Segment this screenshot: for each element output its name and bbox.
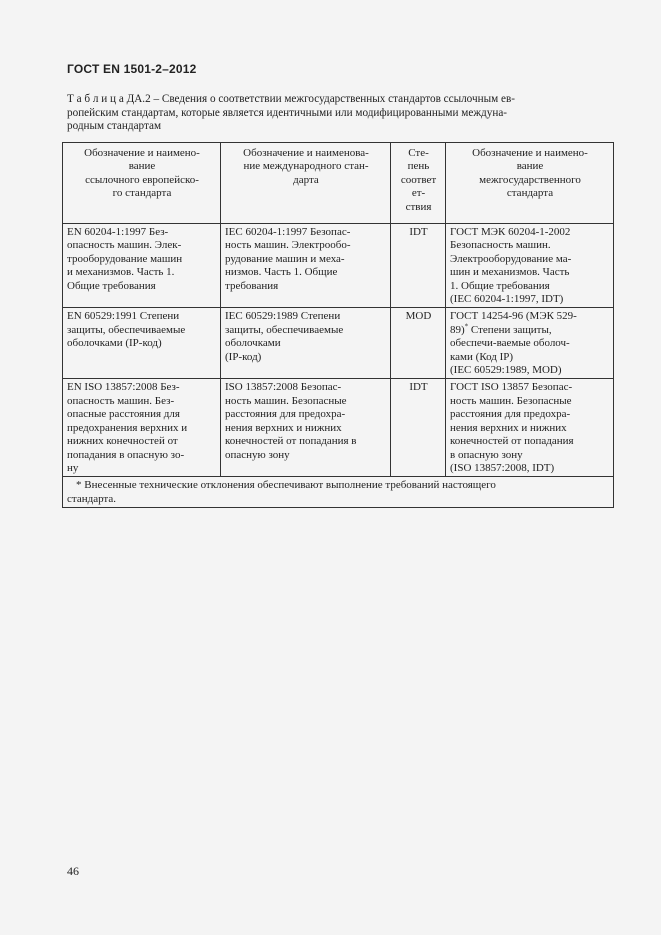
header-interstate-standard: Обозначение и наимено- вание межгосударственного стандарта: [446, 143, 614, 224]
cell-interstate: ГОСТ МЭК 60204-1-2002 Безопасность машин. Электрооборудование ма- шин и механизмов. Часть 1. Общие требования (IEC 60204-1:1997, IDT): [446, 224, 614, 308]
table-header-row: [63, 143, 614, 224]
interstate-footnoted-line: 89)* Степени защиты,: [450, 322, 552, 336]
header-european-standard: Обозначение и наимено- вание ссылочного европейско- го стандарта: [63, 143, 221, 224]
header-international-standard: Обозначение и наименова- ние международного стан- дарта: [221, 143, 391, 224]
cell-degree: MOD: [391, 308, 446, 379]
cell-international: ISO 13857:2008 Безопас- ность машин. Безопасные расстояния для предохра- нения верхних и нижних конечностей от попадания в опасную зону: [221, 379, 391, 477]
cell-degree: IDT: [391, 224, 446, 308]
table-row: [63, 224, 614, 308]
header-degree-of-correspondence: Сте- пень соответ ет- ствия: [391, 143, 446, 224]
page-number: 46: [67, 864, 79, 878]
cell-european: EN 60529:1991 Степени защиты, обеспечиваемые оболочками (IP-код): [63, 308, 221, 379]
correspondence-table: [62, 142, 614, 508]
table-row: [63, 379, 614, 477]
table-row: [63, 308, 614, 379]
cell-degree: IDT: [391, 379, 446, 477]
document-header: ГОСТ EN 1501-2–2012: [67, 62, 197, 76]
table-caption: [67, 93, 607, 134]
cell-international: IEC 60204-1:1997 Безопас- ность машин. Электрообо- рудование машин и меха- низмов. Часть 1. Общие требования: [221, 224, 391, 308]
cell-international: IEC 60529:1989 Степени защиты, обеспечиваемые оболочками (IP-код): [221, 308, 391, 379]
caption-line: родным стандартам: [67, 120, 162, 132]
footnote-row: [63, 477, 614, 508]
cell-european: EN ISO 13857:2008 Без- опасность машин. Без- опасные расстояния для предохранения верхних и нижних конечностей от попадания в опасную зо- ну: [63, 379, 221, 477]
cell-interstate: ГОСТ ISO 13857 Безопас- ность машин. Безопасные расстояния для предохра- нения верхних и нижних конечностей от попадания в опасную зону (ISO 13857:2008, IDT): [446, 379, 614, 477]
cell-interstate: ГОСТ 14254-96 (МЭК 529- 89)* Степени защиты, обеспечи-ваемые оболоч- ками (Код IP) (IEC 60529:1989, MOD): [446, 308, 614, 379]
caption-line: Т а б л и ц а ДА.2 – Сведения о соответствии межгосударственных стандартов ссылочным ев-: [67, 93, 515, 105]
table-footnote: * Внесенные технические отклонения обеспечивают выполнение требований настоящего стандарта.: [63, 477, 614, 508]
footnote-mark: *: [464, 322, 469, 331]
cell-european: EN 60204-1:1997 Без- опасность машин. Элек- трооборудование машин и механизмов. Часть 1. Общие требования: [63, 224, 221, 308]
caption-line: ропейским стандартам, которые является идентичными или модифицированными междуна-: [67, 106, 508, 119]
